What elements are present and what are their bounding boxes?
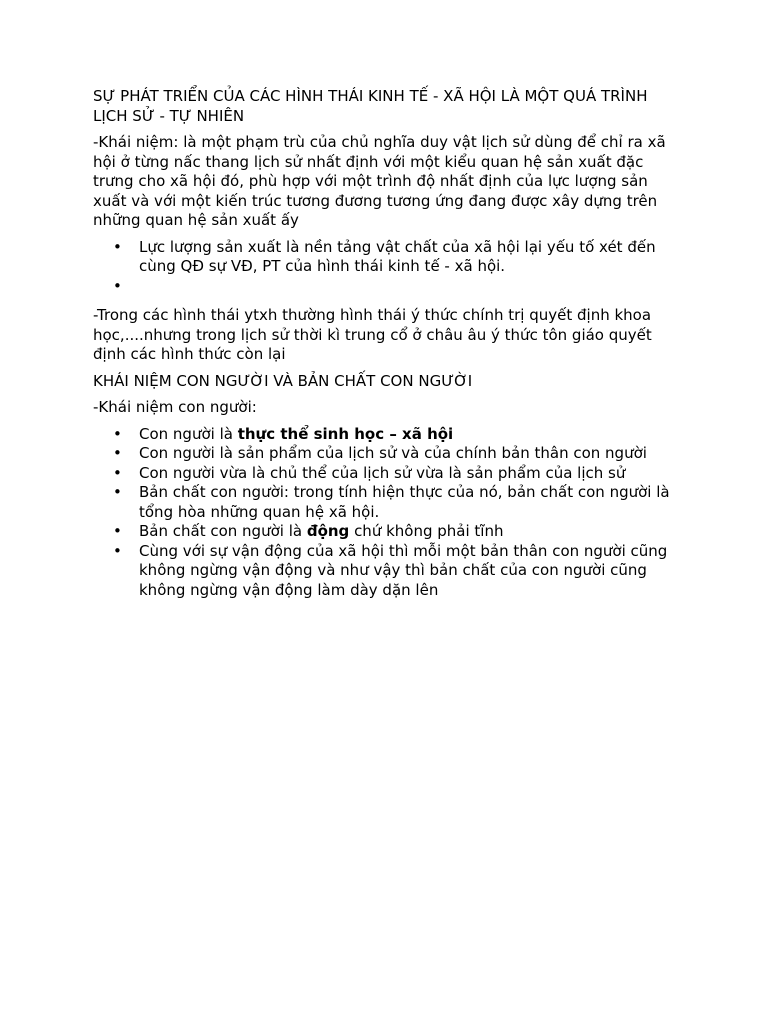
bullet-mark: • — [113, 424, 122, 443]
bullet-mark: • — [113, 237, 122, 256]
bullet-mark: • — [113, 444, 122, 462]
list-item — [93, 483, 683, 522]
list-item-text — [139, 483, 670, 521]
list-item-text — [139, 425, 453, 443]
section2-bullet-list — [93, 425, 683, 601]
section1-title: SỰ PHÁT TRIỂN CỦA CÁC HÌNH THÁI KINH TẾ - XÃ HỘI LÀ MỘT QUÁ TRÌNH LỊCH SỬ - TỰ NHIÊN — [93, 87, 648, 125]
text-run: chứ không phải tĩnh — [349, 522, 504, 540]
section2-subtitle: -Khái niệm con người: — [93, 398, 257, 416]
list-item — [93, 444, 683, 464]
bullet-mark: • — [113, 276, 122, 295]
list-item-text — [139, 464, 625, 482]
list-item — [93, 425, 683, 445]
section1-definition: -Khái niệm: là một phạm trù của chủ nghĩa duy vật lịch sử dùng để chỉ ra xã hội ở từng nấc thang lịch sử nhất định với một kiểu quan hệ sản xuất đặc trưng cho xã hội đó, phù hợp với một trình độ nhất định của lực lượng sản xuất và với một kiến trúc tương đương tương ứng đang được xây dựng trên những quan hệ sản xuất ấy — [93, 133, 666, 229]
text-run: Bản chất con người: trong tính hiện thực của nó, bản chất con người là tổng hòa những quan hệ xã hội. — [139, 483, 670, 521]
list-item — [93, 238, 683, 277]
bullet-mark: • — [113, 541, 122, 560]
list-item-text — [139, 444, 647, 462]
list-item-text — [139, 522, 503, 540]
bold-text: thực thể sinh học – xã hội — [237, 424, 454, 443]
section1-note: -Trong các hình thái ytxh thường hình thái ý thức chính trị quyết định khoa học,....nhưng trong lịch sử thời kì trung cổ ở châu âu ý thức tôn giáo quyết định các hình thức còn lại — [93, 306, 652, 363]
bullet-mark: • — [113, 463, 122, 482]
text-run: Con người vừa là chủ thể của lịch sử vừa là sản phẩm của lịch sử — [139, 463, 626, 482]
list-item — [93, 522, 683, 542]
section2-title: KHÁI NIỆM CON NGƯỜI VÀ BẢN CHẤT CON NGƯỜI — [93, 371, 473, 390]
text-run: Con người là sản phẩm của lịch sử và của chính bản thân con người — [139, 444, 647, 462]
text-run: Bản chất con người là — [139, 522, 307, 540]
text-run: Con người là — [139, 424, 238, 443]
bullet-mark: • — [113, 483, 122, 501]
bullet-mark: • — [113, 522, 122, 540]
text-run: Cùng với sự vận động của xã hội thì mỗi một bản thân con người cũng không ngừng vận động và như vậy thì bản chất của con người cũng không ngừng vận động làm dày dặn lên — [139, 541, 668, 599]
document-page — [93, 87, 683, 610]
section1-bullet-list — [93, 238, 683, 297]
list-item — [93, 464, 683, 484]
list-item-text — [139, 542, 667, 599]
list-item — [93, 542, 683, 601]
list-item-text: Lực lượng sản xuất là nền tảng vật chất của xã hội lại yếu tố xét đến cùng QĐ sự VĐ, PT của hình thái kinh tế - xã hội. — [139, 237, 656, 275]
bold-text: động — [306, 522, 350, 540]
list-item — [93, 277, 683, 297]
